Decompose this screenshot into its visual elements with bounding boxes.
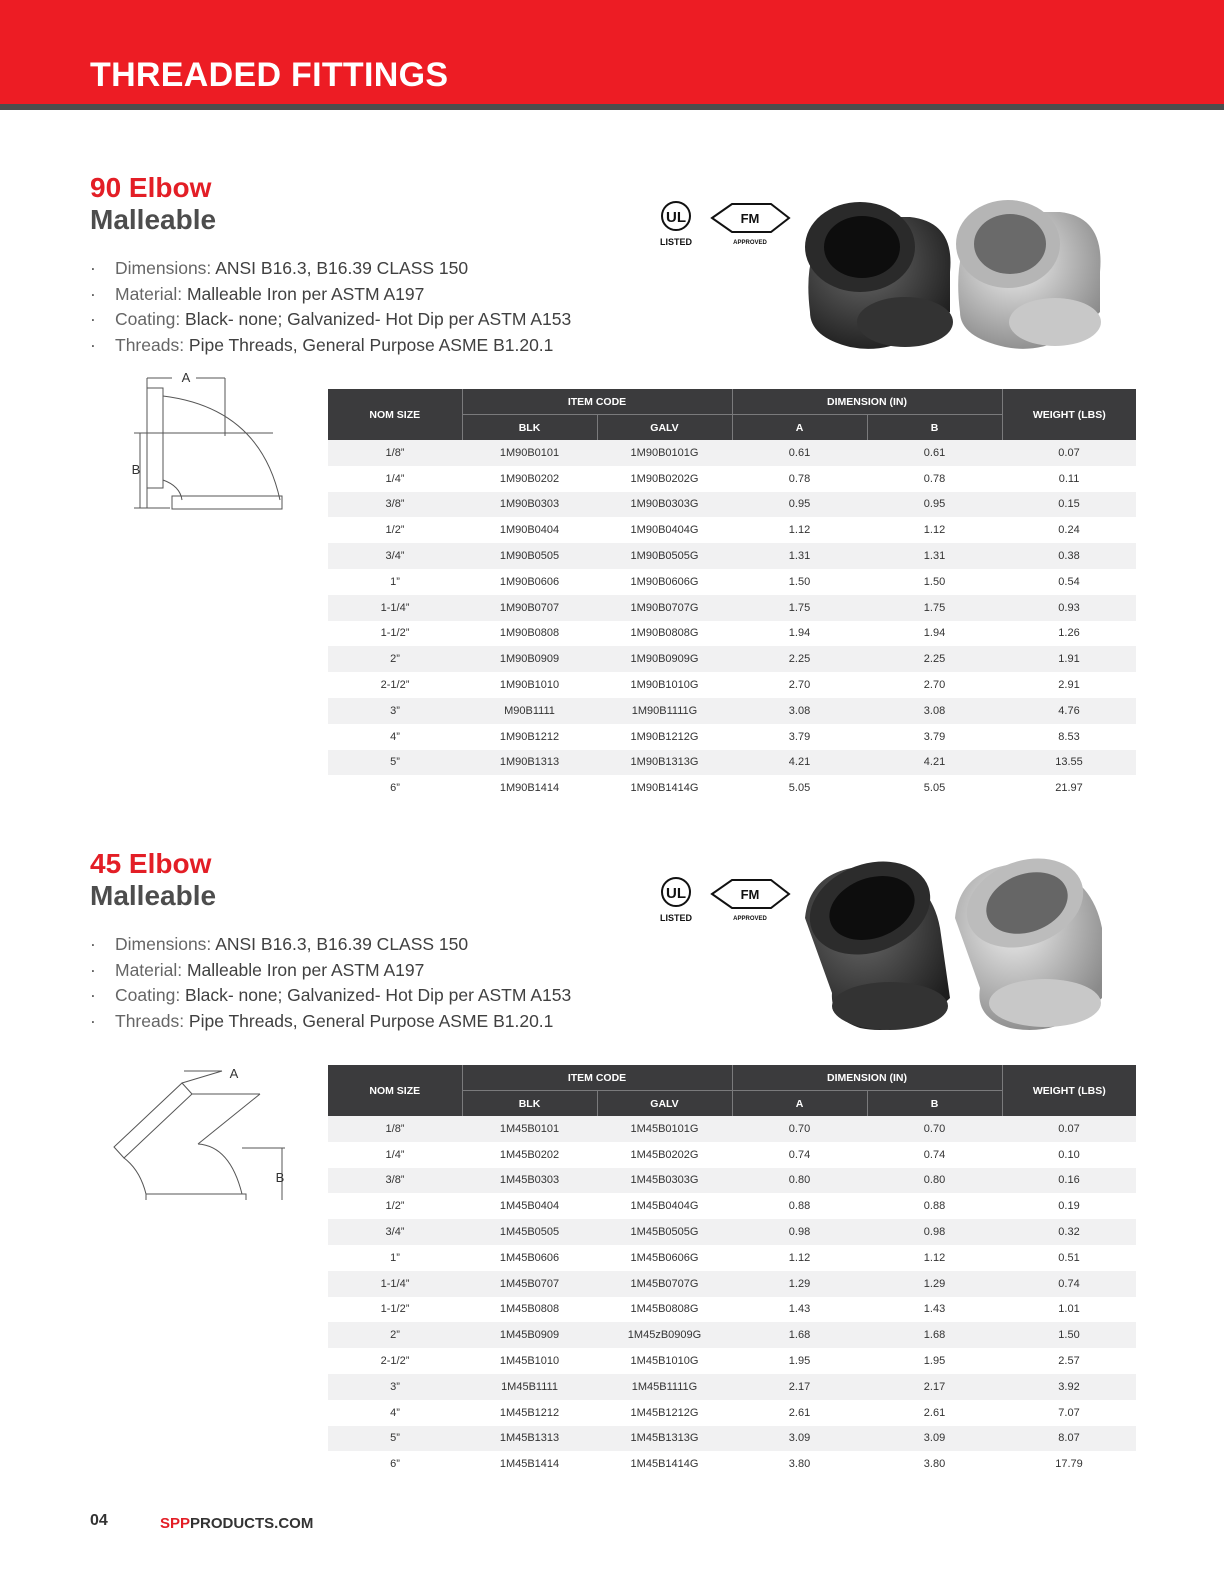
col-header-a: A xyxy=(732,415,867,441)
table-row xyxy=(328,672,1136,698)
cell-dim-a: 1.29 xyxy=(732,1271,867,1297)
cell-dim-a: 3.79 xyxy=(788,730,811,743)
cell-dim-b: 3.08 xyxy=(867,698,1002,724)
table-row xyxy=(328,595,1136,621)
galvanized-elbow-image xyxy=(956,200,1101,349)
table-row xyxy=(328,1374,1136,1400)
table-row xyxy=(328,1271,1136,1297)
spec-item: · Coating: Black- none; Galvanized- Hot Dip per ASTM A153 xyxy=(90,309,572,329)
cell-dim-a: 2.70 xyxy=(788,679,811,692)
cell-nom-size: 3/4” xyxy=(328,543,462,569)
product-photo-45-elbow xyxy=(790,848,1130,1038)
col-header-a: A xyxy=(732,1091,867,1117)
svg-text:APPROVED: APPROVED xyxy=(733,240,767,246)
cell-weight: 0.32 xyxy=(1002,1219,1136,1245)
cell-dim-a: 3.09 xyxy=(732,1426,867,1452)
svg-text:UL: UL xyxy=(666,209,686,226)
svg-text:FM: FM xyxy=(740,887,760,902)
dimension-drawing-45 xyxy=(110,1050,310,1200)
cell-weight: 2.57 xyxy=(1058,1355,1080,1368)
cell-dim-a: 4.21 xyxy=(732,750,867,776)
col-header-weight: WEIGHT (LBS) xyxy=(1002,389,1136,440)
cell-galv-code: 1M90B0808G xyxy=(630,627,699,640)
cell-weight: 4.76 xyxy=(1002,698,1136,724)
table-row xyxy=(328,466,1136,492)
cell-nom-size: 3” xyxy=(328,698,462,724)
website-link[interactable]: SPPPRODUCTS.COM xyxy=(160,1515,314,1532)
cell-dim-a: 1.12 xyxy=(788,1251,811,1264)
table-row xyxy=(328,1426,1136,1452)
spec-table-90 xyxy=(328,389,1136,801)
table-row xyxy=(328,1348,1136,1374)
cell-nom-size: 2” xyxy=(328,646,462,672)
cell-dim-b: 1.50 xyxy=(923,575,946,588)
cell-nom-size: 1/2” xyxy=(385,524,405,537)
cell-blk-code: 1M90B1212 xyxy=(499,730,560,743)
cell-weight: 1.50 xyxy=(1002,1322,1136,1348)
cell-dim-a: 2.25 xyxy=(732,646,867,672)
table-row xyxy=(328,517,1136,543)
spec-item: · Threads: Pipe Threads, General Purpose ASME B1.20.1 xyxy=(90,334,554,355)
cell-galv-code: 1M45B1212G xyxy=(630,1406,699,1419)
cell-dim-b: 3.09 xyxy=(867,1426,1002,1452)
section-subtitle: Malleable xyxy=(90,204,217,235)
cell-weight: 1.91 xyxy=(1002,646,1136,672)
spec-list xyxy=(90,932,571,1034)
cell-dim-b: 1.12 xyxy=(923,1251,946,1264)
cell-nom-size: 1-1/2” xyxy=(380,627,410,640)
spec-item: · Threads: Pipe Threads, General Purpose ASME B1.20.1 xyxy=(90,1010,554,1031)
cell-galv-code: 1M90B0303G xyxy=(597,492,732,518)
table-row xyxy=(328,621,1136,647)
cell-dim-a: 1.12 xyxy=(788,524,811,537)
cell-galv-code: 1M90B1414G xyxy=(630,782,699,795)
cell-dim-a: 0.80 xyxy=(732,1168,867,1194)
header-band xyxy=(0,0,1224,110)
table-row xyxy=(328,1219,1136,1245)
table-row xyxy=(328,1297,1136,1323)
dim-label-b: B xyxy=(131,462,141,477)
dimension-drawing-90 xyxy=(110,368,310,518)
cell-dim-a: 0.88 xyxy=(788,1200,811,1213)
cell-weight: 8.07 xyxy=(1002,1426,1136,1452)
table-row xyxy=(328,1322,1136,1348)
col-header-b: B xyxy=(867,415,1002,441)
col-header-galv: GALV xyxy=(597,415,732,441)
col-header-dimension: DIMENSION (IN) xyxy=(732,389,1002,415)
cell-galv-code: 1M45B1010G xyxy=(630,1355,699,1368)
cell-galv-code: 1M45B0707G xyxy=(597,1271,732,1297)
cell-weight: 0.16 xyxy=(1002,1168,1136,1194)
col-header-weight: WEIGHT (LBS) xyxy=(1002,1065,1136,1116)
cell-weight: 0.74 xyxy=(1002,1271,1136,1297)
page-number: 04 xyxy=(90,1512,108,1529)
cell-weight: 7.07 xyxy=(1058,1406,1080,1419)
table-row xyxy=(328,750,1136,776)
table-row xyxy=(328,1142,1136,1168)
col-header-blk: BLK xyxy=(462,1091,597,1117)
cell-dim-a: 1.50 xyxy=(788,575,811,588)
cell-dim-a: 2.61 xyxy=(788,1406,811,1419)
cell-galv-code: 1M45B1414G xyxy=(630,1458,699,1471)
cell-dim-b: 1.29 xyxy=(867,1271,1002,1297)
svg-text:UL: UL xyxy=(666,885,686,902)
cell-dim-b: 0.61 xyxy=(867,440,1002,466)
svg-text:APPROVED: APPROVED xyxy=(733,916,767,922)
table-row xyxy=(328,1168,1136,1194)
cell-nom-size: 1-1/4” xyxy=(328,1271,462,1297)
cell-nom-size: 1/4” xyxy=(385,472,405,485)
cell-dim-a: 1.43 xyxy=(788,1303,811,1316)
cell-nom-size: 5” xyxy=(328,1426,462,1452)
cell-blk-code: 1M90B0303 xyxy=(462,492,597,518)
cell-nom-size: 5” xyxy=(328,750,462,776)
cell-nom-size: 1/2” xyxy=(385,1200,405,1213)
cell-dim-a: 0.61 xyxy=(732,440,867,466)
col-header-item-code: ITEM CODE xyxy=(462,1065,732,1091)
cell-galv-code: 1M45B0303G xyxy=(597,1168,732,1194)
product-photo-90-elbow xyxy=(790,172,1130,362)
cell-dim-b: 1.75 xyxy=(867,595,1002,621)
cell-galv-code: 1M45B1313G xyxy=(597,1426,732,1452)
cell-weight: 1.26 xyxy=(1058,627,1080,640)
cell-galv-code: 1M45B0101G xyxy=(597,1116,732,1142)
cell-dim-b: 2.17 xyxy=(867,1374,1002,1400)
cell-nom-size: 6” xyxy=(390,782,400,795)
cell-weight: 1.01 xyxy=(1058,1303,1080,1316)
cell-dim-b: 1.43 xyxy=(923,1303,946,1316)
spec-item: · Dimensions: ANSI B16.3, B16.39 CLASS 150 xyxy=(90,934,469,954)
dim-label-a: A xyxy=(229,1066,239,1081)
cell-dim-b: 2.70 xyxy=(923,679,946,692)
table-row xyxy=(328,775,1136,801)
table-row xyxy=(328,1245,1136,1271)
spec-table-45 xyxy=(328,1065,1136,1477)
cell-blk-code: 1M90B0707 xyxy=(462,595,597,621)
spec-item: · Coating: Black- none; Galvanized- Hot Dip per ASTM A153 xyxy=(90,985,572,1005)
cell-blk-code: 1M90B1313 xyxy=(462,750,597,776)
cell-blk-code: 1M90B0606 xyxy=(499,575,560,588)
cell-dim-b: 1.68 xyxy=(867,1322,1002,1348)
cell-dim-b: 2.25 xyxy=(867,646,1002,672)
cell-weight: 17.79 xyxy=(1055,1458,1083,1471)
cell-nom-size: 1/8” xyxy=(328,1116,462,1142)
cell-dim-a: 0.74 xyxy=(788,1148,811,1161)
table-row xyxy=(328,698,1136,724)
cell-dim-a: 0.98 xyxy=(732,1219,867,1245)
ul-listed-logo xyxy=(660,878,693,923)
cell-blk-code: M90B1111 xyxy=(462,698,597,724)
spec-item: · Material: Malleable Iron per ASTM A197 xyxy=(90,959,425,980)
cell-galv-code: 1M90B0606G xyxy=(630,575,699,588)
section-90-elbow xyxy=(0,172,1224,812)
table-row xyxy=(328,569,1136,595)
cell-galv-code: 1M90B1111G xyxy=(597,698,732,724)
cell-dim-b: 0.74 xyxy=(923,1148,946,1161)
cell-nom-size: 1” xyxy=(390,1251,400,1264)
cell-galv-code: 1M45B0808G xyxy=(630,1303,699,1316)
spec-list xyxy=(90,256,571,358)
section-45-elbow xyxy=(0,848,1224,1488)
cell-dim-a: 1.75 xyxy=(732,595,867,621)
cell-nom-size: 4” xyxy=(390,730,400,743)
cell-dim-a: 1.95 xyxy=(788,1355,811,1368)
ul-listed-logo xyxy=(660,202,693,247)
page-title: THREADED FITTINGS xyxy=(90,56,449,94)
cell-galv-code: 1M45B1111G xyxy=(597,1374,732,1400)
cell-dim-b: 4.21 xyxy=(867,750,1002,776)
cell-weight: 21.97 xyxy=(1055,782,1083,795)
table-row xyxy=(328,440,1136,466)
dim-label-b: B xyxy=(275,1170,285,1185)
col-header-dimension: DIMENSION (IN) xyxy=(732,1065,1002,1091)
svg-text:LISTED: LISTED xyxy=(659,913,693,923)
cell-dim-b: 0.95 xyxy=(867,492,1002,518)
cell-nom-size: 1” xyxy=(390,575,400,588)
cell-dim-b: 0.80 xyxy=(867,1168,1002,1194)
cell-nom-size: 2-1/2” xyxy=(380,1355,410,1368)
cell-galv-code: 1M45zB0909G xyxy=(597,1322,732,1348)
col-header-b: B xyxy=(867,1091,1002,1117)
cell-dim-a: 0.78 xyxy=(788,472,811,485)
cell-dim-a: 1.31 xyxy=(732,543,867,569)
cell-dim-b: 5.05 xyxy=(923,782,946,795)
svg-text:FM: FM xyxy=(740,211,760,226)
table-row xyxy=(328,724,1136,750)
cell-galv-code: 1M45B0606G xyxy=(630,1251,699,1264)
cell-weight: 0.07 xyxy=(1002,1116,1136,1142)
cell-dim-a: 3.80 xyxy=(788,1458,811,1471)
cell-dim-a: 0.70 xyxy=(732,1116,867,1142)
cell-nom-size: 2” xyxy=(328,1322,462,1348)
cell-weight: 0.51 xyxy=(1058,1251,1080,1264)
cell-dim-b: 2.61 xyxy=(923,1406,946,1419)
cell-galv-code: 1M45B0202G xyxy=(630,1148,699,1161)
cell-dim-b: 1.94 xyxy=(923,627,946,640)
cell-weight: 8.53 xyxy=(1058,730,1080,743)
spec-item: · Dimensions: ANSI B16.3, B16.39 CLASS 150 xyxy=(90,258,469,278)
cell-dim-b: 3.80 xyxy=(923,1458,946,1471)
fm-approved-logo xyxy=(712,204,789,246)
cell-dim-b: 1.12 xyxy=(923,524,946,537)
cell-blk-code: 1M90B0404 xyxy=(499,524,560,537)
cell-dim-b: 3.79 xyxy=(923,730,946,743)
cell-blk-code: 1M45B1010 xyxy=(499,1355,560,1368)
cell-nom-size: 4” xyxy=(390,1406,400,1419)
cell-nom-size: 3” xyxy=(328,1374,462,1400)
cell-galv-code: 1M90B1212G xyxy=(630,730,699,743)
cell-galv-code: 1M45B0404G xyxy=(630,1200,699,1213)
cell-blk-code: 1M45B0606 xyxy=(499,1251,560,1264)
cell-dim-a: 1.68 xyxy=(732,1322,867,1348)
cell-dim-b: 0.88 xyxy=(923,1200,946,1213)
cell-galv-code: 1M90B0404G xyxy=(630,524,699,537)
section-subtitle: Malleable xyxy=(90,880,217,911)
cell-blk-code: 1M45B0202 xyxy=(499,1148,560,1161)
cell-blk-code: 1M45B1313 xyxy=(462,1426,597,1452)
cell-weight: 0.11 xyxy=(1058,472,1080,485)
cell-galv-code: 1M90B0505G xyxy=(597,543,732,569)
spec-item: · Material: Malleable Iron per ASTM A197 xyxy=(90,283,425,304)
cell-nom-size: 1/8” xyxy=(328,440,462,466)
fm-approved-logo xyxy=(712,880,789,922)
cell-weight: 0.24 xyxy=(1058,524,1080,537)
cell-nom-size: 3/4” xyxy=(328,1219,462,1245)
cell-blk-code: 1M45B1414 xyxy=(499,1458,560,1471)
cell-galv-code: 1M90B0202G xyxy=(630,472,699,485)
cell-blk-code: 1M45B0303 xyxy=(462,1168,597,1194)
col-header-nom-size: NOM SIZE xyxy=(328,1065,462,1116)
cell-galv-code: 1M90B0909G xyxy=(597,646,732,672)
cell-dim-a: 0.95 xyxy=(732,492,867,518)
certification-logos xyxy=(657,196,797,256)
cell-blk-code: 1M90B0202 xyxy=(499,472,560,485)
cell-nom-size: 3/8” xyxy=(328,492,462,518)
cell-nom-size: 2-1/2” xyxy=(380,679,410,692)
cell-dim-a: 1.94 xyxy=(788,627,811,640)
cell-dim-b: 0.78 xyxy=(923,472,946,485)
cell-nom-size: 3/8” xyxy=(328,1168,462,1194)
cell-blk-code: 1M90B0505 xyxy=(462,543,597,569)
cell-weight: 0.07 xyxy=(1002,440,1136,466)
cell-blk-code: 1M45B0707 xyxy=(462,1271,597,1297)
cell-weight: 13.55 xyxy=(1002,750,1136,776)
table-row xyxy=(328,1116,1136,1142)
cell-dim-b: 1.31 xyxy=(867,543,1002,569)
cell-weight: 0.10 xyxy=(1058,1148,1080,1161)
cell-dim-b: 0.70 xyxy=(867,1116,1002,1142)
cell-blk-code: 1M90B0101 xyxy=(462,440,597,466)
table-row xyxy=(328,492,1136,518)
cell-blk-code: 1M90B0808 xyxy=(499,627,560,640)
table-row xyxy=(328,1400,1136,1426)
black-elbow-image xyxy=(805,202,953,349)
cell-blk-code: 1M45B0909 xyxy=(462,1322,597,1348)
cell-nom-size: 1-1/4” xyxy=(328,595,462,621)
cell-galv-code: 1M45B0505G xyxy=(597,1219,732,1245)
cell-galv-code: 1M90B1313G xyxy=(597,750,732,776)
cell-blk-code: 1M45B0101 xyxy=(462,1116,597,1142)
svg-text:LISTED: LISTED xyxy=(659,237,693,247)
cell-weight: 3.92 xyxy=(1002,1374,1136,1400)
cell-dim-b: 1.95 xyxy=(923,1355,946,1368)
table-row xyxy=(328,646,1136,672)
table-row xyxy=(328,543,1136,569)
cell-weight: 0.54 xyxy=(1058,575,1080,588)
cell-weight: 2.91 xyxy=(1058,679,1080,692)
cell-blk-code: 1M90B1414 xyxy=(499,782,560,795)
cell-dim-a: 5.05 xyxy=(788,782,811,795)
cell-weight: 0.19 xyxy=(1058,1200,1080,1213)
table-row xyxy=(328,1193,1136,1219)
dim-label-a: A xyxy=(181,370,191,385)
cell-weight: 0.38 xyxy=(1002,543,1136,569)
cell-weight: 0.15 xyxy=(1002,492,1136,518)
cell-galv-code: 1M90B0707G xyxy=(597,595,732,621)
cell-blk-code: 1M90B0909 xyxy=(462,646,597,672)
cell-blk-code: 1M45B0505 xyxy=(462,1219,597,1245)
cell-blk-code: 1M45B1212 xyxy=(499,1406,560,1419)
cell-nom-size: 1-1/2” xyxy=(380,1303,410,1316)
cell-galv-code: 1M90B0101G xyxy=(597,440,732,466)
section-title: 90 Elbow xyxy=(90,172,212,203)
black-elbow-image xyxy=(797,848,950,1030)
cell-weight: 0.93 xyxy=(1002,595,1136,621)
section-title: 45 Elbow xyxy=(90,848,212,879)
galvanized-elbow-image xyxy=(954,848,1102,1030)
cell-dim-b: 0.98 xyxy=(867,1219,1002,1245)
cell-dim-a: 2.17 xyxy=(732,1374,867,1400)
cell-nom-size: 6” xyxy=(390,1458,400,1471)
cell-dim-a: 3.08 xyxy=(732,698,867,724)
col-header-item-code: ITEM CODE xyxy=(462,389,732,415)
cell-nom-size: 1/4” xyxy=(385,1148,405,1161)
table-row xyxy=(328,1451,1136,1477)
cell-blk-code: 1M45B0404 xyxy=(499,1200,560,1213)
certification-logos xyxy=(657,872,797,932)
cell-blk-code: 1M90B1010 xyxy=(499,679,560,692)
col-header-nom-size: NOM SIZE xyxy=(328,389,462,440)
col-header-blk: BLK xyxy=(462,415,597,441)
cell-blk-code: 1M45B1111 xyxy=(462,1374,597,1400)
col-header-galv: GALV xyxy=(597,1091,732,1117)
cell-blk-code: 1M45B0808 xyxy=(499,1303,560,1316)
cell-galv-code: 1M90B1010G xyxy=(630,679,699,692)
